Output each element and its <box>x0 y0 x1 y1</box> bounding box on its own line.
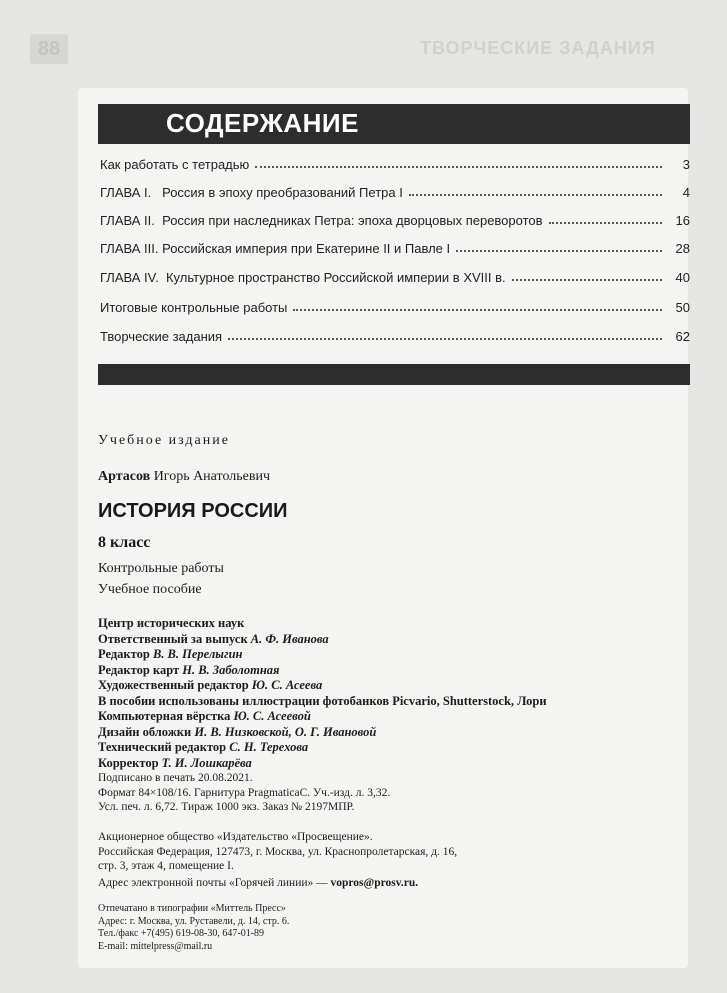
toc-row-label: Творческие задания <box>100 329 223 344</box>
toc-row-leader <box>512 279 662 281</box>
printer-line: Адрес: г. Москва, ул. Руставели, д. 14, стр. 6. <box>98 915 290 927</box>
toc-row <box>100 263 690 285</box>
edition-type: Учебное издание <box>98 433 230 448</box>
publisher-line: стр. 3, этаж 4, помещение I. <box>98 860 234 872</box>
toc-title: СОДЕРЖАНИЕ <box>166 108 359 138</box>
printer-line: E-mail: mittelpress@mail.ru <box>98 940 213 952</box>
credit-name: Ю. С. Асеевой <box>233 709 311 723</box>
toc-row-leader <box>456 250 662 252</box>
credit-line <box>98 663 279 678</box>
toc-row-label: ГЛАВА I. Россия в эпоху преобразований Петра I <box>100 185 403 200</box>
email-line <box>98 877 418 889</box>
credit-name: Н. В. Заболотная <box>182 662 280 677</box>
toc-row <box>100 206 690 228</box>
credit-line <box>98 694 547 709</box>
credit-role: Художественный редактор <box>98 678 249 692</box>
toc-row-page: 62 <box>675 329 690 344</box>
toc-row <box>100 322 690 344</box>
credit-name: Ю. С. Асеева <box>251 678 323 692</box>
printer-line: Отпечатано в типографии «Миттель Пресс» <box>98 903 286 914</box>
toc-row-page: 3 <box>682 157 690 172</box>
author-name: Игорь Анатольевич <box>153 469 271 484</box>
toc-header-bar <box>98 104 690 144</box>
print-info-line: Усл. печ. л. 6,72. Тираж 1000 экз. Заказ № 2197МПР. <box>98 801 355 813</box>
subtitle-2: Учебное пособие <box>98 582 202 597</box>
printer-line: Тел./факс +7(495) 619-08-30, 647-01-89 <box>98 928 265 939</box>
toc-row-label: ГЛАВА IV. Культурное пространство Российской империи в XVIII в. <box>100 270 506 285</box>
toc-row <box>100 150 690 172</box>
credit-role: Редактор <box>98 647 150 661</box>
toc-row-label: Итоговые контрольные работы <box>100 300 288 315</box>
email-address: vopros@prosv.ru. <box>330 877 419 889</box>
toc-row-page: 4 <box>682 185 690 200</box>
credit-line <box>98 647 242 662</box>
print-info-line: Формат 84×108/16. Гарнитура PragmaticaC. Уч.-изд. л. 3,32. <box>98 786 391 799</box>
toc-row-leader <box>228 338 662 340</box>
toc-row-leader <box>255 166 662 168</box>
publisher-line: Российская Федерация, 127473, г. Москва, ул. Краснопролетарская, д. 16, <box>98 845 458 858</box>
credit-line <box>98 740 308 755</box>
email-label: Адрес электронной почты «Горячей линии» — <box>98 877 328 889</box>
toc-row <box>100 234 690 256</box>
toc-row-label: Как работать с тетрадью <box>100 157 250 172</box>
credit-role: Корректор <box>98 755 159 770</box>
author-surname: Артасов <box>98 469 151 484</box>
grade: 8 класс <box>98 534 151 551</box>
credit-name: Т. И. Лошкарёва <box>161 755 252 770</box>
author <box>98 469 270 485</box>
subtitle-1: Контрольные работы <box>98 561 224 576</box>
toc-row-leader <box>409 194 662 196</box>
credit-role: Центр исторических наук <box>98 616 245 630</box>
credit-line <box>98 725 376 740</box>
toc-row <box>100 293 690 315</box>
credit-role: Редактор карт <box>98 662 180 677</box>
credit-name: С. Н. Терехова <box>229 740 309 754</box>
toc-row-label: ГЛАВА III. Российская империя при Екатерине II и Павле I <box>100 241 451 256</box>
toc-row-label: ГЛАВА II. Россия при наследниках Петра: эпоха дворцовых переворотов <box>100 213 543 228</box>
bleed-through-header: ТВОРЧЕСКИЕ ЗАДАНИЯ <box>420 38 656 58</box>
credit-line <box>98 709 311 724</box>
credit-role: Дизайн обложки <box>98 724 192 739</box>
toc-row <box>100 178 690 200</box>
toc-footer-bar <box>98 364 690 385</box>
credit-line <box>98 632 329 647</box>
toc-row-page: 28 <box>675 241 690 256</box>
credit-role: Ответственный за выпуск <box>98 631 248 646</box>
credit-role: В пособии использованы иллюстрации фотобанков Picvario, Shutterstock, Лори <box>98 693 547 708</box>
credit-role: Компьютерная вёрстка <box>98 709 231 723</box>
toc-row-page: 40 <box>675 270 690 285</box>
credit-role: Технический редактор <box>98 740 227 754</box>
book-title: ИСТОРИЯ РОССИИ <box>98 500 288 522</box>
credit-line <box>98 616 244 631</box>
credit-name: И. В. Низковской, О. Г. Ивановой <box>194 724 377 739</box>
toc-row-page: 16 <box>675 213 690 228</box>
publisher-line: Акционерное общество «Издательство «Просвещение». <box>98 831 373 843</box>
credit-name: А. Ф. Иванова <box>250 631 329 646</box>
credit-name: В. В. Перелыгин <box>152 647 243 661</box>
page-number-badge: 88 <box>30 34 68 64</box>
toc-row-leader <box>293 309 662 311</box>
credit-line <box>98 756 252 771</box>
credit-line <box>98 678 322 693</box>
print-info-line: Подписано в печать 20.08.2021. <box>98 772 253 784</box>
toc-row-page: 50 <box>675 300 690 315</box>
toc-row-leader <box>549 222 662 224</box>
